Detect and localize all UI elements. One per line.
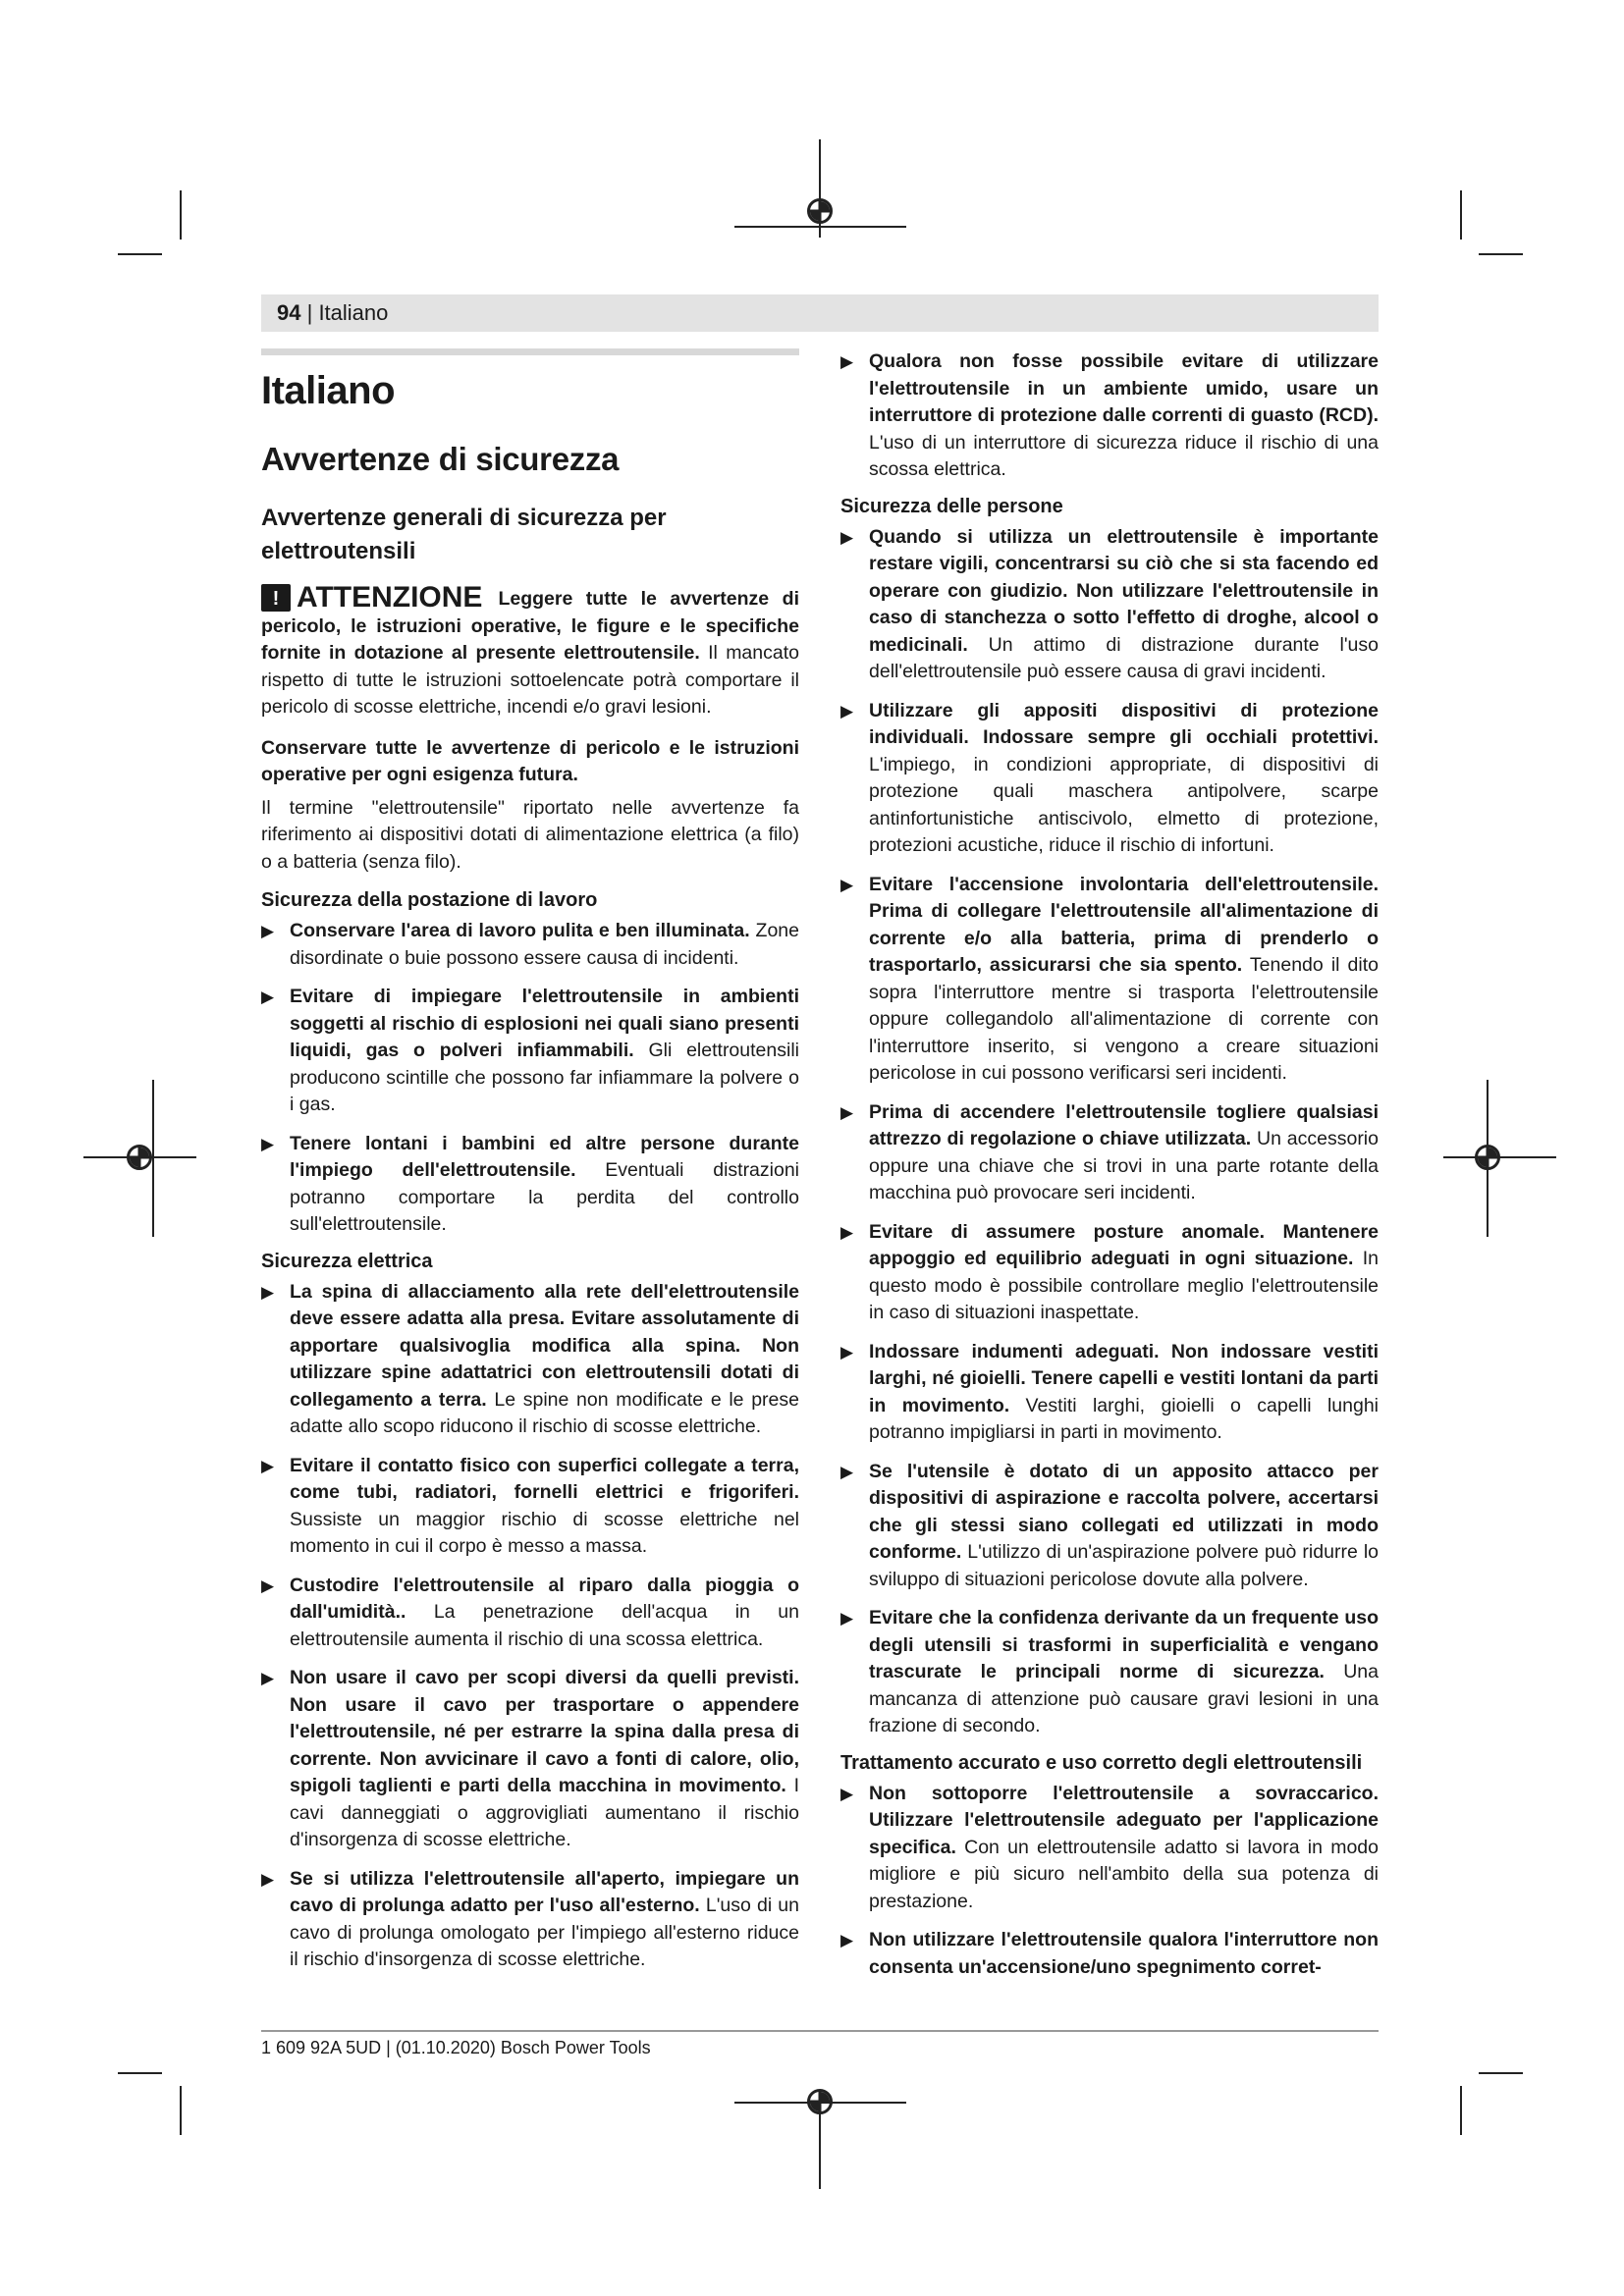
item-text: I cavi danneggiati o aggrovigliati aumentano il rischio d'insorgenza di scosse elettriche. [290, 1775, 799, 1850]
bullet-arrow-icon: ▶ [840, 352, 854, 371]
left-column [261, 348, 799, 1986]
list-item [261, 1665, 799, 1854]
workplace-heading: Sicurezza della postazione di lavoro [261, 889, 598, 911]
crop-mark [180, 190, 182, 240]
item-text: Un attimo di distrazione durante l'uso dell'elettroutensile può essere causa di gravi incidenti. [869, 633, 1379, 682]
page-number: 94 [277, 300, 301, 325]
bullet-arrow-icon: ▶ [840, 1609, 854, 1628]
section-title: Avvertenze di sicurezza [261, 441, 620, 477]
item-bold: Evitare il contatto fisico con superfici collegate a terra, come tubi, radiatori, fornelli elettrici e frigoriferi. [290, 1454, 799, 1503]
list-item [261, 984, 799, 1119]
item-text: La penetrazione dell'acqua in un elettroutensile aumenta il rischio di una scossa elettrica. [290, 1601, 799, 1650]
bullet-arrow-icon: ▶ [261, 1575, 275, 1595]
bullet-arrow-icon: ▶ [840, 1342, 854, 1362]
right-column [840, 348, 1379, 1993]
item-text: L'impiego, in condizioni appropriate, di dispositivi di protezione quali maschera antipolvere, scarpe antinfortunistiche antiscivolo, elmetto di protezione, protezioni acustiche, riduce il rischio di infortuni. [869, 753, 1379, 856]
list-item [261, 918, 799, 972]
page-title: Italiano [261, 369, 396, 412]
list-item [840, 1219, 1379, 1327]
handling-heading: Trattamento accurato e uso corretto degli elettroutensili [840, 1751, 1363, 1774]
header-section: Italiano [318, 300, 389, 325]
bullet-arrow-icon: ▶ [261, 1456, 275, 1475]
persons-heading: Sicurezza delle persone [840, 495, 1063, 517]
warning-badge [261, 581, 483, 614]
bullet-arrow-icon: ▶ [261, 1869, 275, 1889]
item-bold: Conservare l'area di lavoro pulita e ben illuminata. [290, 920, 750, 941]
crop-mark [118, 253, 162, 255]
list-item [840, 872, 1379, 1088]
item-text: Un accessorio oppure una chiave che si trovi in una parte rotante della macchina può provocare seri incidenti. [869, 1128, 1379, 1203]
item-bold: Indossare indumenti adeguati. Non indossare vestiti larghi, né gioielli. Tenere capelli e vestiti lontani da parti in movimento. [869, 1340, 1379, 1416]
item-bold: Evitare che la confidenza derivante da un frequente uso degli utensili si trasformi in superficialità e vengano trascurate le principali norme di sicurezza. [869, 1607, 1379, 1682]
bullet-arrow-icon: ▶ [840, 875, 854, 894]
bullet-arrow-icon: ▶ [840, 1931, 854, 1949]
item-bold: Non sottoporre l'elettroutensile a sovraccarico. Utilizzare l'elettroutensile adeguato per l'applicazione specifica. [869, 1782, 1379, 1858]
list-item [840, 1459, 1379, 1594]
list-item [840, 348, 1379, 484]
list-item [261, 1131, 799, 1239]
registration-target-icon [1475, 1145, 1500, 1170]
crop-mark [1479, 2072, 1523, 2074]
registration-target-icon [127, 1145, 152, 1170]
item-text: Con un elettroutensile adatto si lavora in modo migliore e più sicuro nell'ambito della sua potenza di prestazione. [869, 1836, 1379, 1912]
warning-text-bold: Leggere tutte le avvertenze di pericolo, le istruzioni operative, le figure e le specifiche fornite in dotazione al presente elettroutensile. [261, 588, 799, 664]
crop-mark [1460, 2086, 1462, 2135]
list-item [261, 1453, 799, 1561]
item-text: Sussiste un maggior rischio di scosse elettriche nel momento in cui il corpo è messo a massa. [290, 1508, 799, 1557]
registration-target-icon [807, 2089, 833, 2114]
list-item [261, 1866, 799, 1974]
definition-text: Il termine "elettroutensile" riportato nelle avvertenze fa riferimento ai dispositivi dotati di alimentazione elettrica (a filo) o a batteria (senza filo). [261, 796, 799, 873]
list-item [840, 1605, 1379, 1740]
bullet-arrow-icon: ▶ [261, 1282, 275, 1302]
list-item [840, 1339, 1379, 1447]
warning-block [261, 581, 799, 721]
item-text: Eventuali distrazioni potranno comportare la perdita del controllo sull'elettroutensile. [290, 1159, 800, 1235]
footer-rule [261, 2030, 1379, 2032]
item-text: L'uso di un interruttore di sicurezza riduce il rischio di una scossa elettrica. [869, 431, 1379, 480]
item-text: Le spine non modificate e le prese adatte allo scopo riducono il rischio di scosse elettriche. [290, 1388, 799, 1437]
page-header-bar [261, 294, 1379, 332]
item-bold: Evitare di assumere posture anomale. Mantenere appoggio ed equilibrio adeguati in ogni situazione. [869, 1220, 1379, 1269]
page-header: 94 | Italiano [277, 300, 389, 325]
item-bold: Evitare l'accensione involontaria dell'elettroutensile. Prima di collegare l'elettroutensile all'alimentazione di corrente e/o alla batteria, prima di prenderlo o trasportarlo, assicurarsi che sia spento. [869, 873, 1379, 976]
item-text: Tenendo il dito sopra l'interruttore mentre si trasporta l'elettroutensile oppure collegandolo all'alimentazione di corrente con l'interruttore inserito, si vengono a creare situazioni pericolose in cui possono verificarsi seri incidenti. [869, 954, 1379, 1084]
list-item [840, 1099, 1379, 1207]
registration-line [734, 226, 906, 228]
item-text: L'utilizzo di un'aspirazione polvere può ridurre lo sviluppo di situazioni pericolose dovute alla polvere. [869, 1541, 1379, 1590]
registration-line [152, 1080, 154, 1237]
registration-target-icon [807, 198, 833, 224]
bullet-arrow-icon: ▶ [840, 527, 854, 547]
general-heading: Avvertenze generali di sicurezza per elettroutensili [261, 505, 667, 564]
item-text: L'uso di un cavo di prolunga omologato per l'impiego all'esterno riduce il rischio d'insorgenza di scosse elettriche. [290, 1895, 799, 1970]
item-text: Vestiti larghi, gioielli o capelli lunghi potranno impigliarsi in parti in movimento. [869, 1394, 1379, 1443]
keep-heading: Conservare tutte le avvertenze di pericolo e le istruzioni operative per ogni esigenza futura. [261, 736, 799, 785]
warning-label: ATTENZIONE [297, 581, 483, 614]
item-text: Zone disordinate o buie possono essere causa di incidenti. [290, 920, 799, 969]
crop-mark [180, 2086, 182, 2135]
item-bold: Prima di accendere l'elettroutensile togliere qualsiasi attrezzo di regolazione o chiave utilizzata. [869, 1100, 1379, 1149]
item-bold: Quando si utilizza un elettroutensile è importante restare vigili, concentrarsi su ciò che si sta facendo ed operare con giudizio. Non utilizzare l'elettroutensile in caso di stanchezza o sotto l'effetto di droghe, alcool o medicinali. [869, 525, 1379, 656]
item-bold: Se l'utensile è dotato di un apposito attacco per dispositivi di aspirazione e raccolta polvere, accertarsi che gli stessi siano collegati ed utilizzati in modo conforme. [869, 1460, 1379, 1563]
item-bold: Non utilizzare l'elettroutensile qualora l'interruttore non consenta un'accensione/uno spegnimento corret- [869, 1929, 1379, 1978]
warning-triangle-icon: ! [261, 584, 291, 612]
item-bold: La spina di allacciamento alla rete dell'elettroutensile deve essere adatta alla presa. Evitare assolutamente di apportare qualsivoglia modifica alla spina. Non utilizzare spine adattatrici con elettroutensili dotati di collegamento a terra. [290, 1280, 799, 1411]
crop-mark [1479, 253, 1523, 255]
bullet-arrow-icon: ▶ [261, 1669, 275, 1687]
warning-text: Il mancato rispetto di tutte le istruzioni sottoelencate potrà comportare il pericolo di scosse elettriche, incendi e/o gravi lesioni. [261, 642, 799, 718]
electrical-heading: Sicurezza elettrica [261, 1250, 433, 1272]
item-text: In questo modo è possibile controllare meglio l'elettroutensile in caso di situazioni inaspettate. [869, 1248, 1379, 1323]
item-bold: Qualora non fosse possibile evitare di utilizzare l'elettroutensile in un ambiente umido, usare un interruttore di protezione dalle correnti di guasto (RCD). [869, 350, 1379, 426]
item-bold: Non usare il cavo per scopi diversi da quelli previsti. Non usare il cavo per trasportare o appendere l'elettroutensile, né per estrarre la spina dalla presa di corrente. Non avvicinare il cavo a fonti di calore, olio, spigoli taglienti e parti della macchina in movimento. [290, 1667, 799, 1796]
list-item [261, 1573, 799, 1654]
item-bold: Evitare di impiegare l'elettroutensile in ambienti soggetti al rischio di esplosioni nei quali siano presenti liquidi, gas o polveri infiammabili. [290, 986, 799, 1061]
list-item [840, 1927, 1379, 1981]
page-footer: 1 609 92A 5UD | (01.10.2020) Bosch Power Tools [261, 2038, 651, 2057]
item-text: Gli elettroutensili producono scintille che possono far infiammare la polvere o i gas. [290, 1040, 799, 1115]
list-item [840, 524, 1379, 686]
list-item [261, 1279, 799, 1441]
item-bold: Tenere lontani i bambini ed altre persone durante l'impiego dell'elettroutensile. [290, 1132, 799, 1181]
bullet-arrow-icon: ▶ [840, 701, 854, 721]
crop-mark [118, 2072, 162, 2074]
bullet-arrow-icon: ▶ [840, 1102, 854, 1122]
bullet-arrow-icon: ▶ [261, 988, 275, 1006]
title-rule [261, 348, 799, 355]
bullet-arrow-icon: ▶ [840, 1222, 854, 1242]
bullet-arrow-icon: ▶ [261, 922, 275, 940]
bullet-arrow-icon: ▶ [261, 1134, 275, 1153]
crop-mark [1460, 190, 1462, 240]
list-item [840, 698, 1379, 860]
item-bold: Custodire l'elettroutensile al riparo dalla pioggia o dall'umidità.. [290, 1574, 799, 1623]
bullet-arrow-icon: ▶ [840, 1462, 854, 1481]
item-bold: Se si utilizza l'elettroutensile all'aperto, impiegare un cavo di prolunga adatto per l'uso all'esterno. [290, 1867, 799, 1916]
item-bold: Utilizzare gli appositi dispositivi di protezione individuali. Indossare sempre gli occhiali protettivi. [869, 699, 1379, 748]
list-item [840, 1781, 1379, 1916]
bullet-arrow-icon: ▶ [840, 1784, 854, 1803]
item-text: Una mancanza di attenzione può causare gravi lesioni in una frazione di secondo. [869, 1661, 1379, 1736]
